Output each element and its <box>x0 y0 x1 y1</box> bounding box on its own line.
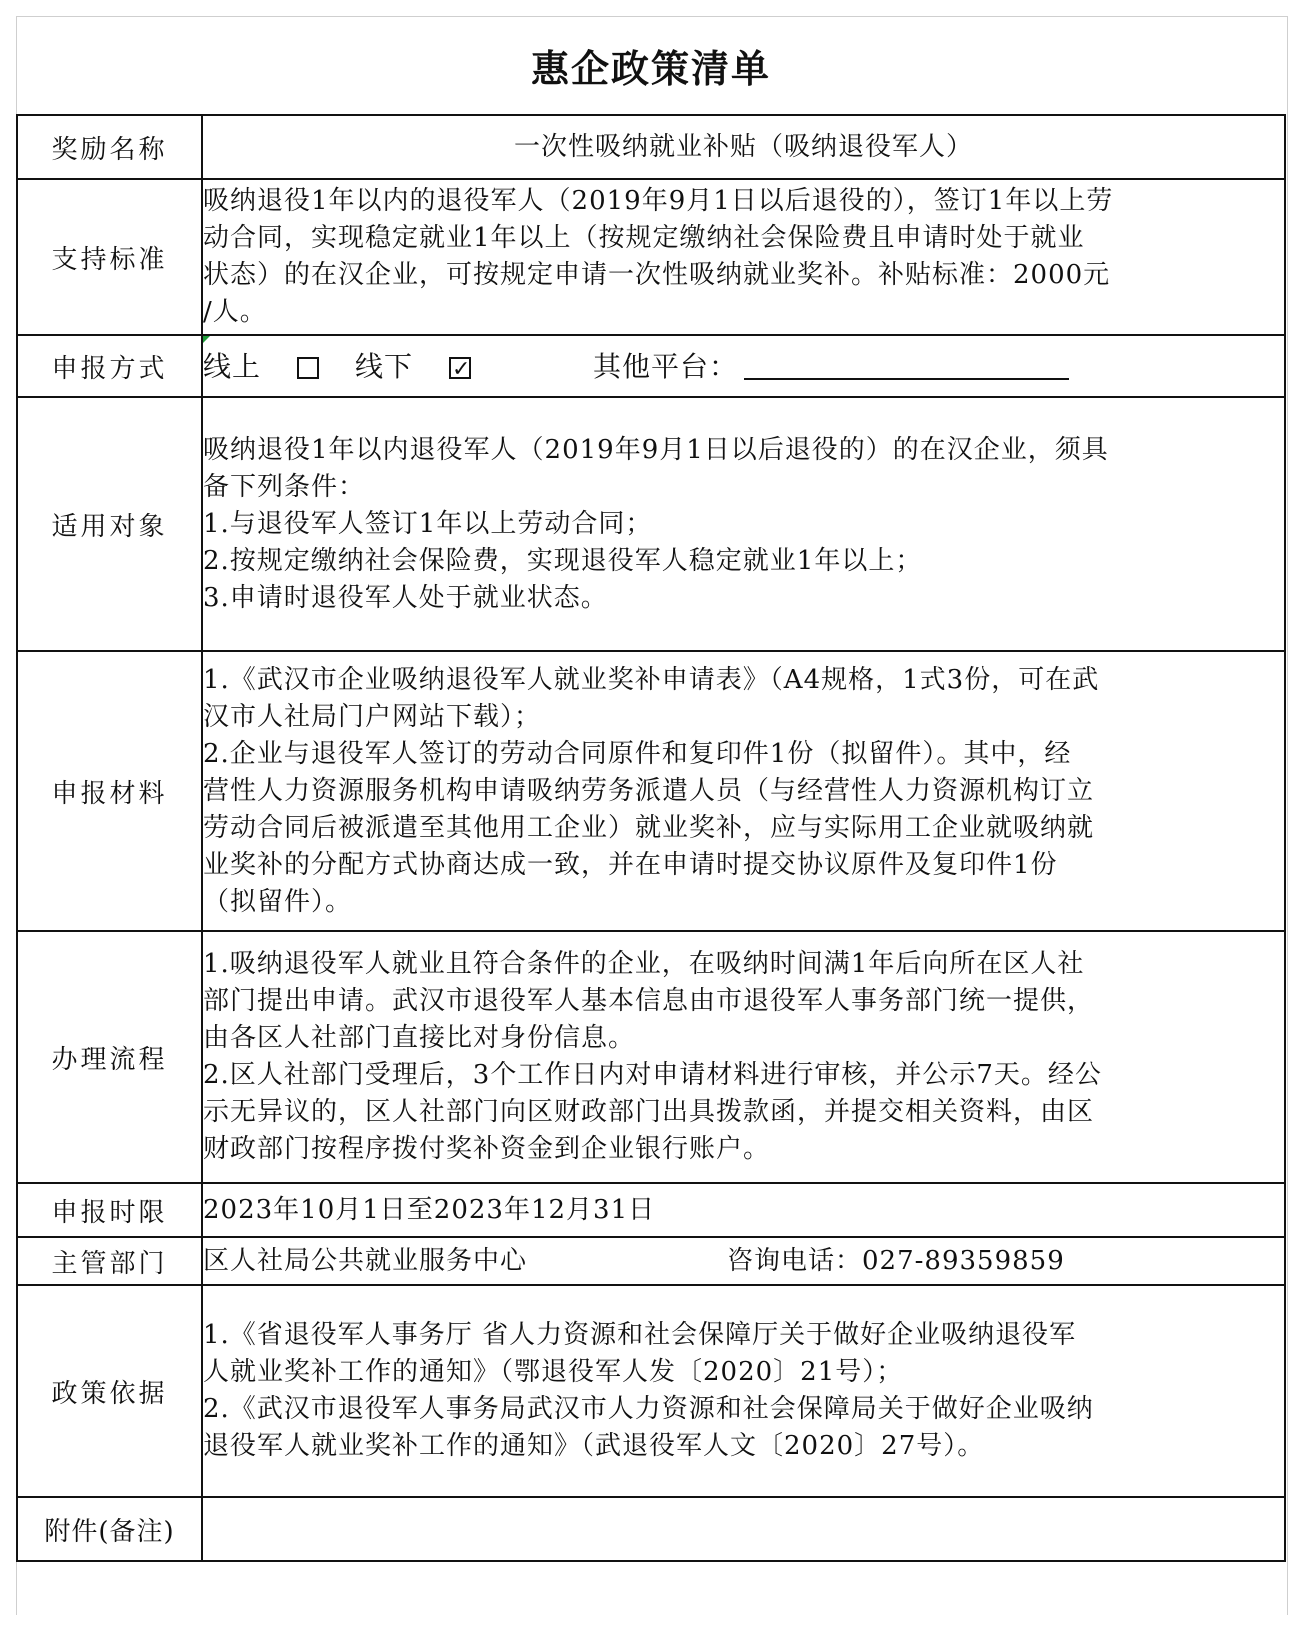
basis-line: 退役军人就业奖补工作的通知》（武退役军人文〔2020〕27号）。 <box>203 1431 985 1461</box>
attachment-value <box>202 1497 1285 1561</box>
row-applicable-targets <box>17 397 1285 651</box>
basis-line: 2.《武汉市退役军人事务局武汉市人力资源和社会保障局关于做好企业吸纳 <box>203 1394 1094 1424</box>
online-label: 线上 <box>203 349 262 383</box>
process-line: 部门提出申请。武汉市退役军人基本信息由市退役军人事务部门统一提供， <box>203 986 1095 1016</box>
support-standard-label: 支持标准 <box>17 179 202 335</box>
row-apply-method <box>17 335 1285 397</box>
row-department <box>17 1237 1285 1285</box>
process-line: 财政部门按程序拨付奖补资金到企业银行账户。 <box>203 1134 771 1164</box>
materials-line: 汉市人社局门户网站下载）； <box>203 701 542 732</box>
policy-table <box>16 114 1286 1562</box>
application-materials-label: 申报材料 <box>17 651 202 931</box>
materials-line: 业奖补的分配方式协商达成一致，并在申请时提交协议原件及复印件1份 <box>203 849 1058 880</box>
targets-line: 2.按规定缴纳社会保险费，实现退役军人稳定就业1年以上； <box>203 545 923 576</box>
offline-checkbox[interactable] <box>449 357 471 379</box>
basis-line: 1.《省退役军人事务厅 省人力资源和社会保障厅关于做好企业吸纳退役军 <box>203 1320 1077 1350</box>
row-attachment <box>17 1497 1285 1561</box>
targets-line: 3.申请时退役军人处于就业状态。 <box>203 582 608 613</box>
support-standard-value <box>202 179 1285 335</box>
support-standard-line: 吸纳退役1年以内的退役军人（2019年9月1日以后退役的），签订1年以上劳 <box>203 186 1114 216</box>
support-standard-line: /人。 <box>203 297 267 327</box>
process-line: 1.吸纳退役军人就业且符合条件的企业，在吸纳时间满1年后向所在区人社 <box>203 949 1085 979</box>
award-name-value: 一次性吸纳就业补贴（吸纳退役军人） <box>202 115 1285 179</box>
department-label: 主管部门 <box>17 1237 202 1285</box>
process-label: 办理流程 <box>17 931 202 1183</box>
page-title: 惠企政策清单 <box>530 46 771 91</box>
department-value <box>202 1237 1285 1285</box>
application-materials-value <box>202 651 1285 931</box>
other-platform-label: 其他平台： <box>593 349 739 383</box>
department-name: 区人社局公共就业服务中心 <box>203 1245 528 1276</box>
materials-line: 营性人力资源服务机构申请吸纳劳务派遣人员（与经营性人力资源机构订立 <box>203 775 1095 806</box>
materials-line: 1.《武汉市企业吸纳退役军人就业奖补申请表》（A4规格，1式3份，可在武 <box>203 664 1100 695</box>
other-platform-field[interactable] <box>744 348 1069 380</box>
process-value <box>202 931 1285 1183</box>
deadline-value: 2023年10月1日至2023年12月31日 <box>202 1183 1285 1237</box>
process-line: 由各区人社部门直接比对身份信息。 <box>203 1023 636 1053</box>
deadline-label: 申报时限 <box>17 1183 202 1237</box>
targets-line: 1.与退役军人签订1年以上劳动合同； <box>203 508 653 539</box>
applicable-targets-label: 适用对象 <box>17 397 202 651</box>
policy-basis-value <box>202 1285 1285 1497</box>
targets-line: 备下列条件： <box>203 471 366 502</box>
process-line: 2.区人社部门受理后，3个工作日内对申请材料进行审核，并公示7天。经公 <box>203 1060 1102 1090</box>
row-process <box>17 931 1285 1183</box>
online-checkbox[interactable] <box>297 357 319 379</box>
award-name-label: 奖励名称 <box>17 115 202 179</box>
materials-line: （拟留件）。 <box>203 886 353 917</box>
materials-line: 2.企业与退役军人签订的劳动合同原件和复印件1份（拟留件）。其中，经 <box>203 738 1072 769</box>
offline-label: 线下 <box>355 349 414 383</box>
apply-method-value <box>202 335 1285 397</box>
policy-basis-label: 政策依据 <box>17 1285 202 1497</box>
apply-method-label: 申报方式 <box>17 335 202 397</box>
cell-marker <box>203 336 210 343</box>
applicable-targets-value <box>202 397 1285 651</box>
row-award-name <box>17 115 1285 179</box>
basis-line: 人就业奖补工作的通知》（鄂退役军人发〔2020〕21号）； <box>203 1357 904 1387</box>
consult-phone: 咨询电话：027-89359859 <box>727 1245 1065 1276</box>
attachment-label: 附件(备注) <box>17 1497 202 1561</box>
support-standard-line: 动合同，实现稳定就业1年以上（按规定缴纳社会保险费且申请时处于就业 <box>203 223 1085 253</box>
process-line: 示无异议的，区人社部门向区财政部门出具拨款函，并提交相关资料，由区 <box>203 1097 1095 1127</box>
row-policy-basis <box>17 1285 1285 1497</box>
row-application-materials <box>17 651 1285 931</box>
materials-line: 劳动合同后被派遣至其他用工企业）就业奖补，应与实际用工企业就吸纳就 <box>203 812 1095 843</box>
targets-line: 吸纳退役1年以内退役军人（2019年9月1日以后退役的）的在汉企业，须具 <box>203 434 1109 465</box>
row-deadline <box>17 1183 1285 1237</box>
support-standard-line: 状态）的在汉企业，可按规定申请一次性吸纳就业奖补。补贴标准：2000元 <box>203 260 1111 290</box>
row-support-standard <box>17 179 1285 335</box>
